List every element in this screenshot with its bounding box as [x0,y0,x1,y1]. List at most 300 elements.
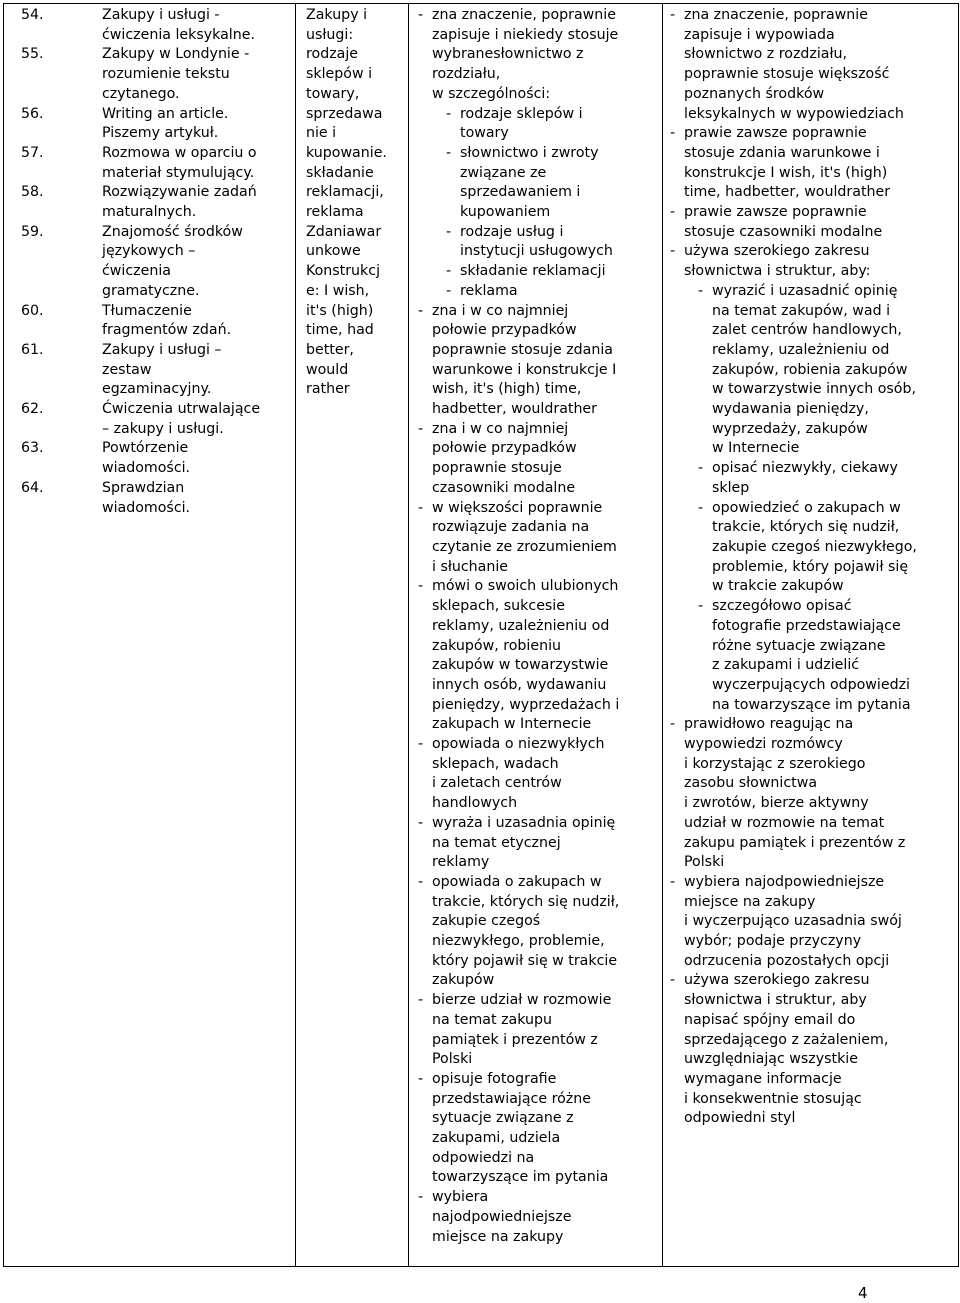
indent [670,1090,684,1110]
requirement-text: sklepach, wadach [432,755,559,772]
requirement-text: w większości poprawnie [432,499,603,516]
indent [418,459,432,479]
lesson-number-spacer [21,203,89,223]
indent [418,971,432,991]
requirement-text: przedstawiające różne [432,1090,591,1107]
content-line: Konstrukcj [306,263,381,280]
requirement-text: innych osób, wydawaniu [432,676,607,693]
lesson-topic-text: Piszemy artykuł. [102,125,219,142]
table-left-border [3,3,4,1267]
requirement-text: poprawnie stosuje zdania [432,341,613,358]
indent [89,164,102,184]
requirement-line [670,794,955,814]
indent [670,26,684,46]
lesson-number-spacer [21,420,89,440]
requirement-line [670,439,955,459]
lesson-topic-line [89,380,289,400]
requirement-line [418,735,680,755]
requirement-text: trakcie, których się nudził, [712,519,900,536]
requirement-text: opowiada o niezwykłych [432,736,605,753]
requirement-text: i zaletach centrów [432,775,562,792]
requirement-text: słownictwa i struktur, aby [684,992,867,1009]
indent [670,105,684,125]
requirement-line [670,696,955,716]
requirement-line [670,637,955,657]
indent [418,1090,432,1110]
indent [418,1050,432,1070]
requirement-text: różne sytuacje związane [712,637,886,654]
requirement-line [418,479,680,499]
requirement-line [418,676,680,696]
indent [670,1031,684,1051]
indent [698,361,712,381]
indent [670,774,684,794]
requirement-line [418,518,680,538]
requirement-text: najodpowiedniejsze [432,1208,572,1225]
indent [698,380,712,400]
requirement-line [670,1070,955,1090]
indent [418,1129,432,1149]
requirement-line [418,1031,680,1051]
requirement-line [670,873,955,893]
requirement-text: prawie zawsze poprawnie [684,204,867,221]
requirement-text: i zwrotów, bierze aktywny [684,795,869,812]
extended-requirements-column [670,6,955,1129]
requirement-text: zalet centrów handlowych, [712,322,902,339]
lesson-topic-text: zestaw [102,361,152,378]
lesson-topic-text: Powtórzenie [102,440,189,457]
lesson-topic-line [89,262,289,282]
requirement-line [418,558,680,578]
indent [698,341,712,361]
indent [418,1109,432,1129]
requirement-line [670,617,955,637]
requirement-line [418,302,680,322]
content-line: nie i [306,125,337,142]
bullet-dash: - [446,144,452,161]
content-line: towary, [306,85,360,102]
bullet-dash: - [446,263,452,280]
requirement-line [670,932,955,952]
requirement-line [670,971,955,991]
requirement-text: mówi o swoich ulubionych [432,578,619,595]
lesson-number-spacer [21,242,89,262]
indent [89,242,102,262]
lesson-number: 57. [21,144,44,161]
requirement-text: w trakcie zakupów [712,578,844,595]
indent [89,282,102,302]
lesson-numbers-column [21,6,89,518]
requirement-line [418,380,680,400]
requirement-text: w Internecie [712,440,800,457]
requirement-text: zapisuje i wypowiada [684,26,835,43]
column-divider-2 [408,3,409,1267]
lesson-topic-line [89,105,289,125]
requirement-line [418,932,680,952]
content-line: rodzaje [306,46,359,63]
requirement-line [670,420,955,440]
requirement-text: towary [460,125,509,142]
requirement-line [670,538,955,558]
lesson-topic-text: gramatyczne. [102,282,200,299]
lesson-topic-line [89,242,289,262]
requirement-line [670,499,955,519]
lesson-number-spacer [21,282,89,302]
indent [89,124,102,144]
content-line: sklepów i [306,66,373,83]
lesson-topic-line [89,321,289,341]
requirement-text: Polski [432,1051,473,1068]
indent [89,45,102,65]
lesson-topic-line [89,65,289,85]
requirement-line [418,1070,680,1090]
indent [89,105,102,125]
requirement-line [670,774,955,794]
requirement-text: leksykalnych w wypowiedziach [684,105,904,122]
requirement-line [418,538,680,558]
indent [89,361,102,381]
indent [670,223,684,243]
requirement-line [670,853,955,873]
requirement-text: z zakupami i udzielić [712,657,860,674]
indent [670,814,684,834]
lesson-number-spacer [21,164,89,184]
requirement-text: poznanych środków [684,85,825,102]
lesson-number: 54. [21,7,44,23]
bullet-dash: - [670,7,676,23]
indent [418,341,432,361]
bullet-dash: - [670,716,676,733]
requirement-text: wybranesłownictwo z [432,46,584,63]
requirement-line [670,26,955,46]
requirement-text: pieniędzy, wyprzedażach i [432,696,620,713]
requirement-line [418,223,680,243]
requirement-line [670,1109,955,1129]
requirement-text: zakupie czegoś [432,913,541,930]
requirement-line [670,124,955,144]
indent [446,242,460,262]
lesson-topic-line [89,164,289,184]
requirement-text: stosuje czasowniki modalne [684,223,883,240]
requirement-text: reklamy, uzależnieniu od [712,341,890,358]
indent [670,1070,684,1090]
requirement-text: składanie reklamacji [460,263,606,280]
requirement-line [670,242,955,262]
requirement-text: zakupów [432,972,495,989]
requirement-line [670,597,955,617]
indent [89,321,102,341]
requirement-line [670,577,955,597]
indent [418,932,432,952]
requirement-line [418,952,680,972]
requirement-text: połowie przypadków [432,440,577,457]
requirement-line [418,1129,680,1149]
requirement-text: niezwykłego, problemie, [432,933,605,950]
indent [670,183,684,203]
requirement-text: miejsce na zakupy [684,893,816,910]
requirement-text: i słuchanie [432,558,509,575]
requirement-line [418,439,680,459]
requirement-line [670,912,955,932]
requirement-line [418,1090,680,1110]
requirement-text: słownictwa i struktur, aby: [684,263,871,280]
requirement-line [418,321,680,341]
indent [418,26,432,46]
indent [418,715,432,735]
indent [89,400,102,420]
indent [698,420,712,440]
requirement-text: opisać niezwykły, ciekawy [712,460,898,477]
requirement-text: bierze udział w rozmowie [432,992,612,1009]
indent [698,321,712,341]
lesson-topic-text: Rozwiązywanie zadań [102,184,257,201]
requirement-text: poprawnie stosuje większość [684,66,890,83]
bullet-dash: - [670,873,676,890]
requirement-text: wish, it's (high) time, [432,381,582,398]
requirement-line [670,814,955,834]
requirement-line [418,164,680,184]
requirement-text: hadbetter, wouldrather [432,401,597,418]
requirement-line [670,715,955,735]
indent [446,164,460,184]
requirement-line [418,459,680,479]
requirement-line [418,893,680,913]
requirement-line [418,834,680,854]
lesson-number-spacer [21,380,89,400]
requirement-line [418,400,680,420]
requirement-text: fotografie przedstawiające [712,617,901,634]
requirement-line [418,203,680,223]
requirement-text: na temat etycznej [432,834,561,851]
requirement-text: rodzaje sklepów i [460,105,583,122]
indent [418,439,432,459]
requirement-line [418,6,680,26]
indent [89,262,102,282]
requirement-line [670,656,955,676]
requirement-line [418,656,680,676]
requirement-line [670,755,955,775]
requirement-line [418,1109,680,1129]
requirement-text: sklepach, sukcesie [432,598,565,615]
lesson-number: 61. [21,341,44,358]
requirement-line [418,85,680,105]
requirement-line [670,1050,955,1070]
content-line: better, [306,341,354,358]
requirement-line [418,1149,680,1169]
requirement-text: zakupach w Internecie [432,716,592,733]
requirement-line [670,282,955,302]
indent [446,183,460,203]
lesson-topic-text: językowych – [102,243,196,260]
requirement-text: napisać spójny email do [684,1011,856,1028]
requirement-line [670,1031,955,1051]
indent [670,952,684,972]
lesson-topic-line [89,203,289,223]
requirement-line [418,1188,680,1208]
requirement-line [418,597,680,617]
lesson-number: 62. [21,401,44,418]
requirement-text: prawie zawsze poprawnie [684,125,867,142]
requirement-line [670,203,955,223]
bullet-dash: - [446,223,452,240]
indent [698,656,712,676]
indent [418,696,432,716]
bullet-dash: - [670,125,676,142]
indent [698,518,712,538]
lesson-topic-line [89,400,289,420]
requirement-line [418,912,680,932]
indent [418,912,432,932]
lesson-topic-text: maturalnych. [102,204,197,221]
requirement-text: wyczerpujących odpowiedzi [712,676,910,693]
indent [418,893,432,913]
requirement-text: reklamy [432,854,490,871]
requirement-line [670,341,955,361]
bullet-dash: - [446,282,452,299]
requirement-text: opisuje fotografie [432,1070,557,1087]
table-right-border [958,3,959,1267]
requirement-text: wyraża i uzasadnia opinię [432,814,616,831]
indent [418,1149,432,1169]
lesson-number: 60. [21,302,44,319]
lesson-topic-text: ćwiczenia leksykalne. [102,26,255,43]
requirement-line [418,361,680,381]
requirement-line [670,558,955,578]
page-number: 4 [858,1284,868,1302]
indent [670,144,684,164]
requirement-text: rodzaje usług i [460,223,564,240]
requirement-text: zasobu słownictwa [684,775,818,792]
indent [418,361,432,381]
requirement-line [418,617,680,637]
requirement-line [418,715,680,735]
requirement-line [418,262,680,282]
requirement-text: zakupu pamiątek i prezentów z [684,834,906,851]
indent [89,203,102,223]
indent [89,341,102,361]
lesson-number-spacer [21,85,89,105]
requirement-text: poprawnie stosuje [432,460,562,477]
requirement-line [670,321,955,341]
requirement-line [418,499,680,519]
indent [418,380,432,400]
lesson-topic-line [89,45,289,65]
lesson-number-spacer [21,65,89,85]
indent [418,794,432,814]
requirement-text: zakupami, udziela [432,1130,561,1147]
lesson-topic-text: Zakupy i usługi - [102,7,220,23]
requirement-text: zna znaczenie, poprawnie [432,7,616,23]
lesson-topic-line [89,341,289,361]
indent [698,577,712,597]
indent [418,1168,432,1188]
indent [418,952,432,972]
indent [418,518,432,538]
requirement-line [418,282,680,302]
lesson-topic-line [89,144,289,164]
requirement-line [670,479,955,499]
requirement-text: time, hadbetter, wouldrather [684,184,891,201]
lesson-topic-line [89,282,289,302]
indent [670,45,684,65]
requirement-line [670,893,955,913]
requirement-line [418,105,680,125]
requirement-text: połowie przypadków [432,322,577,339]
requirement-line [418,1050,680,1070]
requirement-line [418,420,680,440]
requirement-text: sytuacje związane z [432,1110,574,1127]
bullet-dash: - [418,7,424,23]
requirement-text: trakcie, których się nudził, [432,893,620,910]
requirement-text: opowiedzieć o zakupach w [712,499,901,516]
indent [670,65,684,85]
requirement-text: na temat zakupów, wad i [712,302,891,319]
requirement-text: który pojawił się w trakcie [432,952,618,969]
indent [446,203,460,223]
requirement-line [418,183,680,203]
indent [89,459,102,479]
indent [418,1011,432,1031]
requirement-line [418,144,680,164]
bullet-dash: - [670,972,676,989]
lesson-topic-text: ćwiczenia [102,263,171,280]
requirement-text: odpowiedzi na [432,1149,535,1166]
lesson-topic-line [89,499,289,519]
lesson-number-spacer [21,262,89,282]
requirement-text: uwzględniając wszystkie [684,1051,858,1068]
indent [418,65,432,85]
requirement-line [670,6,955,26]
bullet-dash: - [418,873,424,890]
lesson-number: 59. [21,223,44,240]
indent [698,400,712,420]
indent [698,617,712,637]
lesson-topic-text: Sprawdzian [102,479,185,496]
indent [670,1011,684,1031]
indent [418,597,432,617]
lesson-number: 64. [21,479,44,496]
requirement-line [670,45,955,65]
indent [670,932,684,952]
indent [418,400,432,420]
requirement-line [670,991,955,1011]
indent [89,144,102,164]
bullet-dash: - [698,499,704,516]
requirement-line [670,144,955,164]
indent [418,637,432,657]
lesson-number: 58. [21,184,44,201]
requirement-text: związane ze [460,164,547,181]
lesson-topic-text: Tłumaczenie [102,302,192,319]
requirement-line [418,696,680,716]
requirement-line [418,1011,680,1031]
lesson-number: 63. [21,440,44,457]
requirement-text: rozwiązuje zadania na [432,519,590,536]
requirement-line [418,1228,680,1248]
requirement-line [670,400,955,420]
requirement-line [418,577,680,597]
indent [418,676,432,696]
lesson-topic-text: materiał stymulujący. [102,164,255,181]
requirement-text: szczegółowo opisać [712,598,852,615]
lesson-topic-line [89,439,289,459]
bullet-dash: - [698,282,704,299]
indent [698,439,712,459]
requirement-line [670,223,955,243]
lesson-topic-line [89,223,289,243]
lesson-topic-line [89,479,289,499]
indent [670,1050,684,1070]
